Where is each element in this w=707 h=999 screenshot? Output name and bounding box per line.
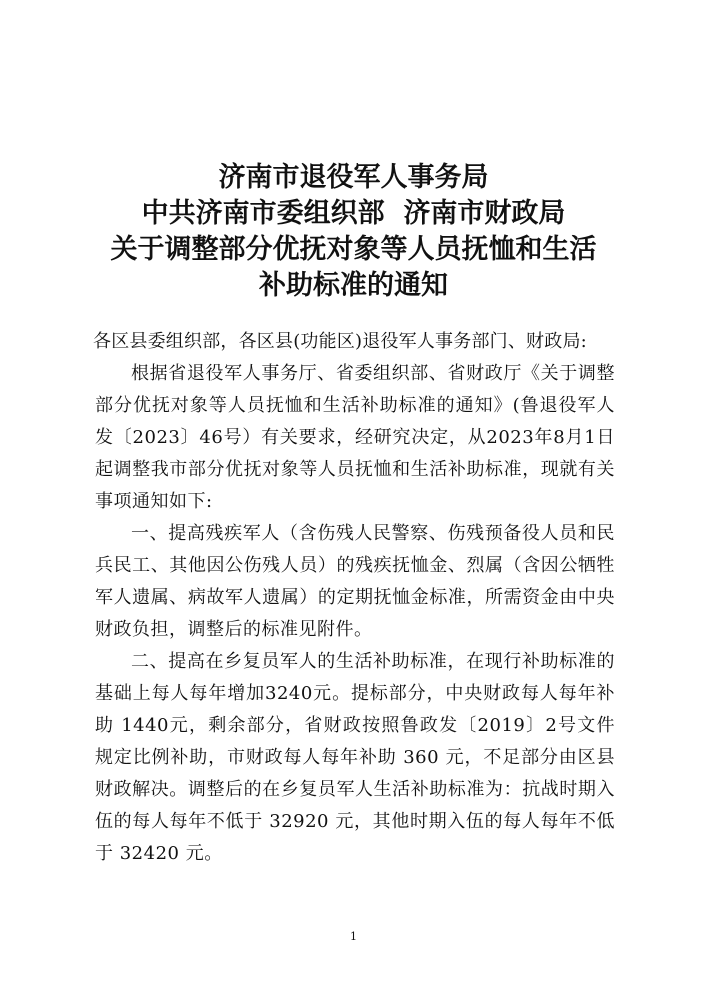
title-line-4: 补助标准的通知: [259, 270, 448, 301]
salutation: 各区县委组织部，各区县(功能区)退役军人事务部门、财政局:: [93, 331, 587, 352]
title-line-3: 关于调整部分优抚对象等人员抚恤和生活: [110, 234, 597, 265]
paragraph-item-1: 一、提高残疾军人（含伤残人民警察、伤残预备役人员和民兵民工、其他因公伤残人员）的残疾抚恤金、烈属（含因公牺牲军人遗属、病故军人遗属）的定期抚恤金标准，所需资金由中央财政负担，调整后的标准见附件。: [95, 523, 615, 640]
page-number: 1: [350, 930, 357, 943]
paragraph-item-2: 二、提高在乡复员军人的生活补助标准，在现行补助标准的基础上每人每年增加3240元。提标部分，中央财政每人每年补助 1440元，剩余部分，省财政按照鲁政发〔2019〕2号文件规定比例补助，市财政每人每年补助 360 元，不足部分由区县财政解决。调整后的在乡复员军人生活补助标准为：抗战时期入伍的每人每年不低于 32920 元，其他时期入伍的每人每年不低于 32420 元。: [95, 651, 615, 864]
title-line-1: 济南市退役军人事务局: [218, 162, 489, 193]
document-body: [95, 326, 615, 870]
paragraph-intro: 根据省退役军人事务厅、省委组织部、省财政厅《关于调整部分优抚对象等人员抚恤和生活补助标准的通知》(鲁退役军人发〔2023〕46号）有关要求，经研究决定，从2023年8月1日起调整我市部分优抚对象等人员抚恤和生活补助标准，现就有关事项通知如下:: [95, 363, 615, 512]
title-line-2: 中共济南市委组织部 济南市财政局: [141, 198, 566, 229]
document-title: [60, 160, 647, 304]
